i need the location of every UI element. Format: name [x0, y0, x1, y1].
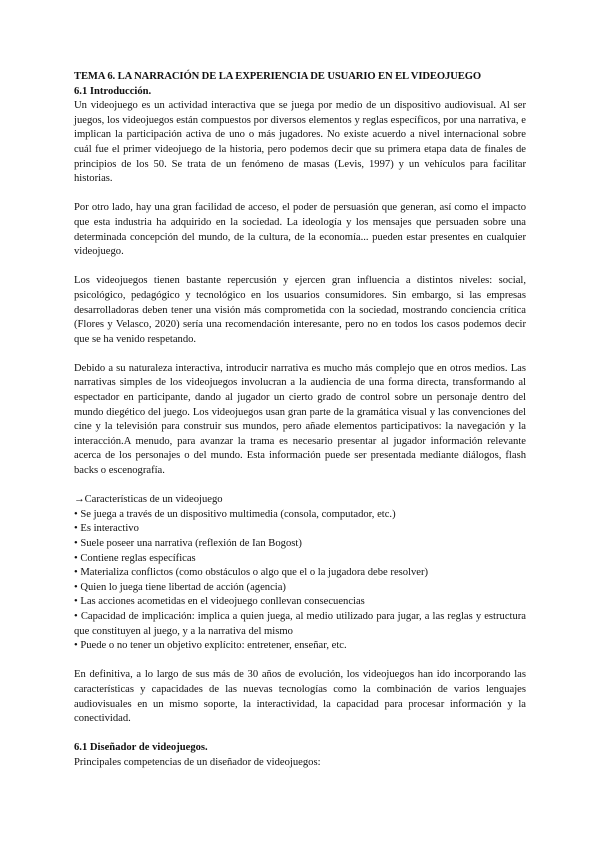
list-item: • Capacidad de implicación: implica a quien juega, al medio utilizado para jugar, a las reglas y estructura que constituyen al juego, y a la narrativa del mismo — [74, 610, 526, 637]
paragraph-spacer — [74, 187, 526, 202]
list-item: • Es interactivo — [74, 523, 139, 535]
paragraph: En definitiva, a lo largo de sus más de 30 años de evolución, los videojuegos han ido incorporando las características y capacidades de las nuevas tecnologías como la combinación de varios lenguajes audiovisuales en un mismo soporte, la interactividad, la capacidad para procesar información y la conectividad. — [74, 669, 526, 725]
list-item: • Contiene reglas específicas — [74, 552, 196, 564]
paragraph: Principales competencias de un diseñador de videojuegos: — [74, 756, 321, 768]
list-item: • Las acciones acometidas en el videojuego conllevan consecuencias — [74, 596, 365, 608]
section-heading-disenador: 6.1 Diseñador de videojuegos. — [74, 742, 208, 754]
paragraph-spacer — [74, 347, 526, 362]
paragraph: Por otro lado, hay una gran facilidad de acceso, el poder de persuasión que generan, así como el impacto que esta industria ha adquirido en la sociedad. La ideología y los mensajes que persuaden sobre una determinada concepción del mundo, de la cultura, de la economía... pueden estar presentes en cualquier videojuego. — [74, 202, 526, 258]
page-title: TEMA 6. LA NARRACIÓN DE LA EXPERIENCIA DE USUARIO EN EL VIDEOJUEGO — [74, 71, 482, 82]
paragraph-spacer — [74, 479, 526, 494]
paragraph: Los videojuegos tienen bastante repercusión y ejercen gran influencia a distintos niveles: social, psicológico, pedagógico y tecnológico en los usuarios consumidores. Sin embargo, si las empresas desarrolladoras deben tener una visión más comprometida con la sociedad, mostrando conciencia crítica (Flores y Velasco, 2020) sería una recomendación interesante, pero no en todos los casos podemos decir que se ha venido respetando. — [74, 275, 526, 345]
characteristics-list — [74, 508, 526, 654]
list-item: • Materializa conflictos (como obstáculos o algo que el o la jugadora debe resolver) — [74, 567, 429, 579]
characteristics-heading: →Características de un videojuego — [74, 494, 223, 506]
list-item: • Quien lo juega tiene libertad de acción (agencia) — [74, 581, 286, 593]
list-item: • Se juega a través de un dispositivo multimedia (consola, computador, etc.) — [74, 508, 396, 520]
paragraph-spacer — [74, 727, 526, 742]
paragraph: Un videojuego es un actividad interactiva que se juega por medio de un dispositivo audiovisual. Al ser juegos, los videojuegos están compuestos por diversos elementos y reglas específicos, por una narrativa, e implican la participación activa de uno o más jugadores. No existe acuerdo a nivel internacional sobre cuál fue el primer videojuego de la historia, pero podemos decir que su primera etapa data de finales de principios de los 50. Se trata de un fenómeno de masas (Levis, 1997) y un vehículos para facilitar historias. — [74, 100, 526, 185]
paragraph-spacer — [74, 260, 526, 275]
paragraph: Debido a su naturaleza interactiva, introducir narrativa es mucho más complejo que en otros medios. Las narrativas simples de los videojuegos involucran a la audiencia de una forma directa, transformando al espectador en participante, dando al jugador un cierto grado de control sobre un personaje dentro del mundo diegético del juego. Los videojuegos usan gran parte de la gramática visual y las convenciones del cine y la televisión para construir sus mundos, pero añade elementos participativos: la navegación y la interacción.A menudo, para avanzar la trama es necesario presentar al jugador información relevante acerca de los personajes o del mundo. Esta información puede ser presentada mediante diálogos, flash backs o escenografía. — [74, 362, 526, 477]
paragraph-spacer — [74, 654, 526, 669]
list-item: • Puede o no tener un objetivo explícito: entretener, enseñar, etc. — [74, 640, 347, 652]
document-page — [74, 70, 526, 771]
section-heading-introduccion: 6.1 Introducción. — [74, 85, 152, 97]
list-item: • Suele poseer una narrativa (reflexión de Ian Bogost) — [74, 538, 302, 549]
